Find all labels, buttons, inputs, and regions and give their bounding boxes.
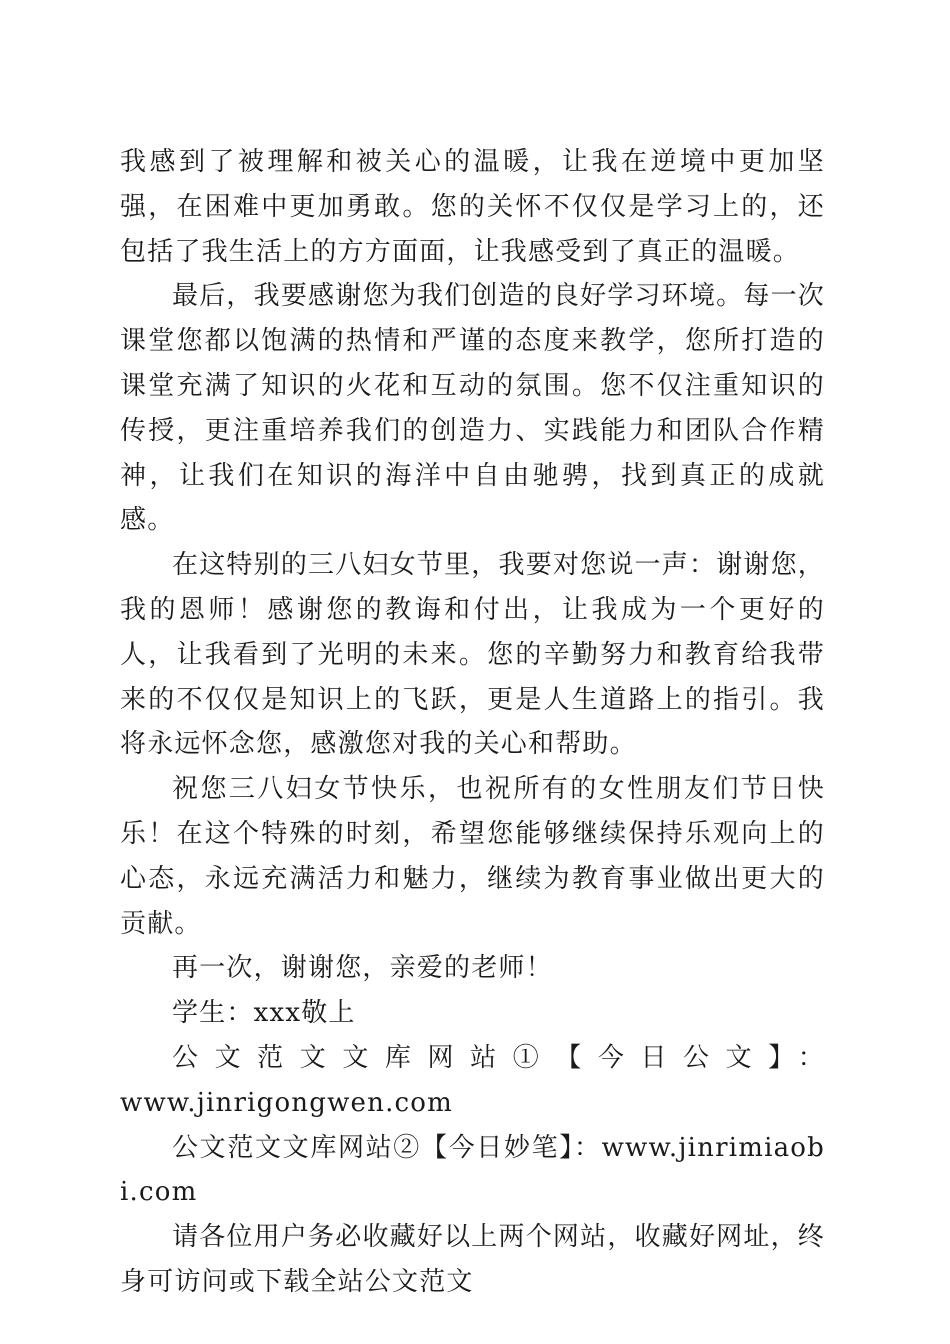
site1-label: 公文范文文库网站①【今日公文】： [172,1042,825,1073]
paragraph-learning-environment: 最后，我要感谢您为我们创造的良好学习环境。每一次课堂您都以饱满的热情和严谨的态度来教学，您所打造的课堂充满了知识的火花和互动的氛围。您不仅注重知识的传授，更注重培养我们的创造力、实践能力和团队合作精神，让我们在知识的海洋中自由驰骋，找到真正的成就感。 [120,281,825,536]
paragraph-womens-day-thanks: 在这特别的三八妇女节里，我要对您说一声：谢谢您，我的恩师！感谢您的教诲和付出，让我成为一个更好的人，让我看到了光明的未来。您的辛勤努力和教育给我带来的不仅仅是知识上的飞跃，更是人生道路上的指引。我将永远怀念您，感激您对我的关心和帮助。 [120,550,825,760]
site2-line: 公文范文文库网站②【今日妙笔】：www.jinrimiaobi.com [120,1132,825,1208]
bookmark-notice: 请各位用户务必收藏好以上两个网站，收藏好网址，终身可访问或下载全站公文范文 [120,1222,825,1297]
signature-line: 学生：xxx敬上 [172,998,356,1029]
document-body [120,140,825,1305]
paragraph-wishes: 祝您三八妇女节快乐，也祝所有的女性朋友们节日快乐！在这个特殊的时刻，希望您能够继续保持乐观向上的心态，永远充满活力和魅力，继续为教育事业做出更大的贡献。 [120,774,825,939]
paragraph-warmth: 我感到了被理解和被关心的温暖，让我在逆境中更加坚强，在困难中更加勇敢。您的关怀不仅仅是学习上的，还包括了我生活上的方方面面，让我感受到了真正的温暖。 [120,147,825,267]
paragraph-thanks-again: 再一次，谢谢您，亲爱的老师！ [172,953,553,984]
site1-url: www.jinrigongwen.com [120,1087,454,1118]
